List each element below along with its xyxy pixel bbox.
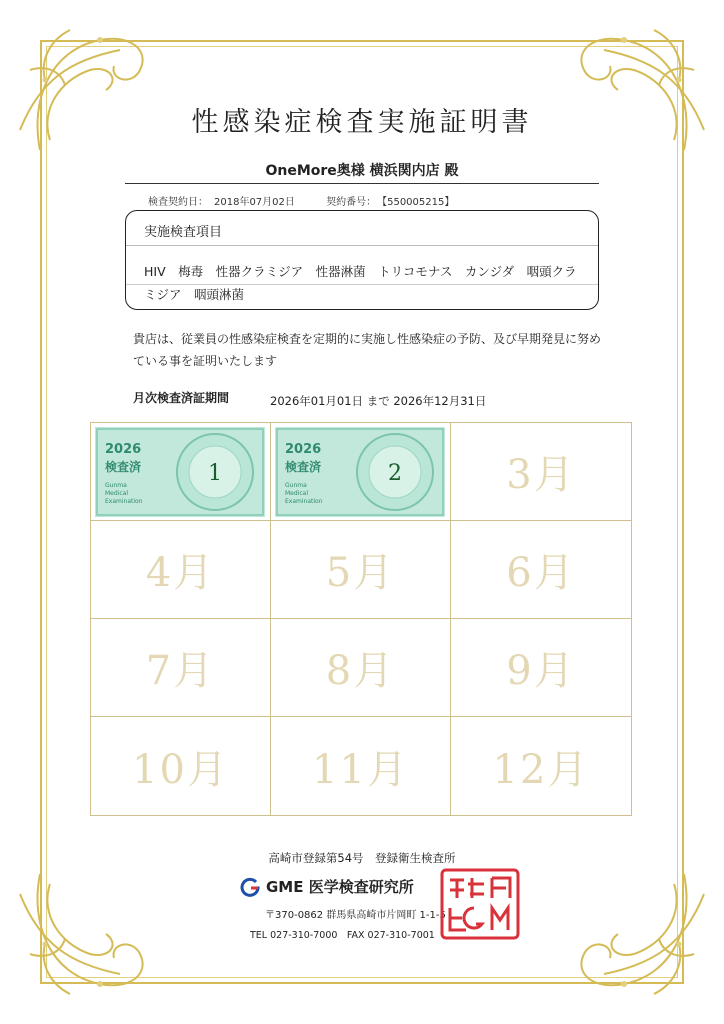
period-label: 月次検査済証期間 [133, 391, 230, 405]
inspection-items-title: 実施検査項目 [144, 225, 223, 240]
organization [240, 876, 414, 897]
month-label: 10月 [132, 746, 229, 793]
month-label: 12月 [492, 746, 590, 793]
stamp-number: 2 [388, 461, 402, 486]
stamp-org: Medical [105, 490, 128, 497]
divider [126, 245, 598, 246]
recipient-name: OneMore奥様 横浜関内店 殿 [265, 163, 459, 179]
month-cell [451, 521, 631, 619]
month-label: 3月 [506, 452, 576, 498]
inspection-items-list: HIV 梅毒 性器クラミジア 性器淋菌 トリコモナス カンジダ 咽頭クラミジア 咽頭淋菌 [144, 264, 577, 302]
stamp-done: 検査済 [285, 460, 322, 474]
organization-name: GME 医学検査研究所 [266, 878, 414, 896]
month-cell [451, 423, 631, 521]
corner-ornament-icon [564, 864, 714, 1014]
month-cell [271, 521, 451, 619]
month-cell-february [271, 423, 451, 521]
company-seal-icon [440, 868, 520, 940]
contract-number-value: 【550005215】 [382, 197, 455, 208]
contract-date-label: 検査契約日： [148, 197, 208, 208]
month-label: 5月 [325, 550, 396, 596]
month-label: 7月 [145, 648, 216, 694]
stamp-org: Medical [285, 490, 308, 497]
stamp-org: Examination [285, 498, 323, 505]
month-label: 8月 [325, 648, 396, 694]
inspection-items-box [125, 210, 599, 310]
recipient-underline [125, 183, 599, 184]
month-label: 4月 [145, 550, 216, 596]
inspection-stamp [275, 427, 445, 517]
period-value: 2026年01月01日 まで 2026年12月31日 [270, 394, 487, 408]
month-cell-january [91, 423, 271, 521]
stamp-year: 2026 [105, 442, 142, 457]
inspection-stamp [95, 427, 265, 517]
month-label: 9月 [506, 648, 576, 694]
month-cell [451, 717, 631, 815]
month-cell [451, 619, 631, 717]
month-cell [271, 619, 451, 717]
month-cell [91, 717, 271, 815]
corner-ornament-icon [10, 864, 160, 1014]
certificate-title: 性感染症検査実施証明書 [191, 107, 533, 138]
stamp-year: 2026 [285, 442, 322, 457]
stamp-org: Examination [105, 498, 143, 505]
month-cell [271, 717, 451, 815]
stamp-done: 検査済 [105, 460, 142, 474]
registration-text: 高崎市登録第54号 登録衛生検査所 [268, 851, 456, 865]
contract-info [148, 193, 460, 208]
organization-address: 〒370-0862 群馬県高崎市片岡町 1-1-5 [265, 910, 446, 921]
contract-number-label: 契約番号： [326, 197, 377, 208]
stamp-number: 1 [208, 461, 222, 486]
organization-phone: TEL 027-310-7000 FAX 027-310-7001 [250, 930, 435, 941]
month-label: 6月 [506, 550, 576, 596]
certification-statement: 貴店は、従業員の性感染症検査を定期的に実施し性感染症の予防、及び早期発見に努めている事を証明いたします [133, 332, 602, 368]
gme-logo-icon [240, 877, 260, 897]
contract-date-value: 2018年07月02日 [214, 197, 295, 208]
stamp-org: Gunma [285, 482, 307, 489]
month-label: 11月 [312, 746, 409, 793]
month-cell [91, 619, 271, 717]
monthly-inspection-grid [90, 422, 632, 816]
month-cell [91, 521, 271, 619]
stamp-org: Gunma [105, 482, 127, 489]
